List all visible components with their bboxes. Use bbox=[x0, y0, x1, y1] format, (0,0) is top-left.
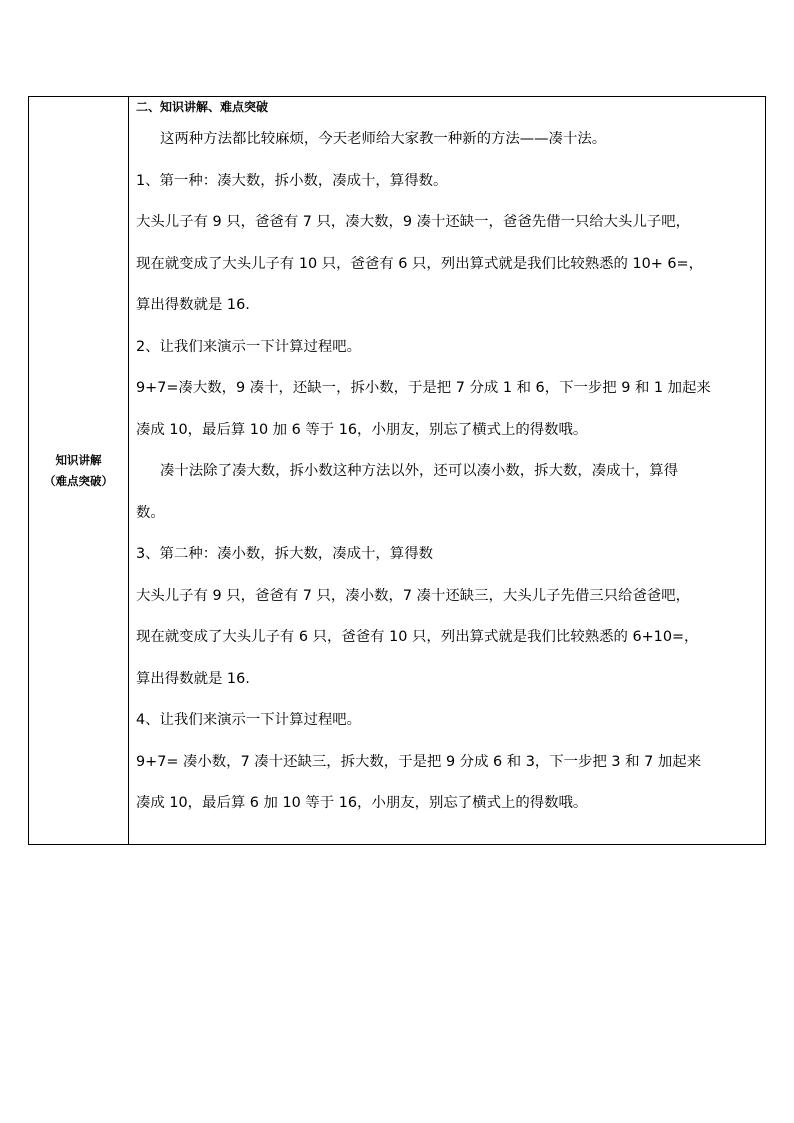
paragraph-line: 算出得数就是 16. bbox=[136, 297, 250, 313]
paragraph-line: 大头儿子有 9 只，爸爸有 7 只，凑大数，9 凑十还缺一，爸爸先借一只给大头儿子吧， bbox=[136, 214, 691, 230]
paragraph-line: 大头儿子有 9 只，爸爸有 7 只，凑小数，7 凑十还缺三，大头儿子先借三只给爸爸吧， bbox=[136, 587, 691, 604]
lesson-table bbox=[28, 96, 766, 845]
paragraph-line: 凑成 10，最后算 10 加 6 等于 16，小朋友，别忘了横式上的得数哦。 bbox=[136, 421, 588, 438]
paragraph-line: 4、让我们来演示一下计算过程吧。 bbox=[136, 712, 362, 728]
row-label-cell bbox=[29, 97, 129, 844]
paragraph-line: 9+7= 凑小数，7 凑十还缺三，拆大数，于是把 9 分成 6 和 3，下一步把 3 和 7 加起来 bbox=[136, 753, 702, 770]
paragraph-line: 1、第一种：凑大数，拆小数，凑成十，算得数。 bbox=[136, 172, 448, 189]
section-heading: 二、知识讲解、难点突破 bbox=[136, 100, 269, 114]
paragraph-line: 数。 bbox=[136, 504, 165, 521]
paragraph-line: 算出得数就是 16. bbox=[136, 670, 250, 687]
row-label-line1: 知识讲解 bbox=[55, 452, 102, 467]
paragraph-line: 凑十法除了凑大数，拆小数这种方法以外，还可以凑小数，拆大数，凑成十，算得 bbox=[160, 463, 679, 479]
paragraph-line: 现在就变成了大头儿子有 6 只，爸爸有 10 只，列出算式就是我们比较熟悉的 6+10=， bbox=[136, 629, 699, 645]
paragraph-line: 凑成 10，最后算 6 加 10 等于 16，小朋友，别忘了横式上的得数哦。 bbox=[136, 795, 588, 811]
paragraph-line: 3、第二种：凑小数，拆大数，凑成十，算得数 bbox=[136, 546, 433, 562]
paragraph-line: 2、让我们来演示一下计算过程吧。 bbox=[136, 338, 362, 355]
content-cell bbox=[129, 97, 765, 844]
row-label-line2: （难点突破） bbox=[44, 473, 113, 488]
paragraph-line: 9+7=凑大数，9 凑十，还缺一，拆小数，于是把 7 分成 1 和 6，下一步把 9 和 1 加起来 bbox=[136, 380, 711, 396]
paragraph-line: 这两种方法都比较麻烦，今天老师给大家教一种新的方法——凑十法。 bbox=[160, 131, 607, 147]
paragraph-line: 现在就变成了大头儿子有 10 只，爸爸有 6 只，列出算式就是我们比较熟悉的 10+ 6=， bbox=[136, 255, 703, 272]
